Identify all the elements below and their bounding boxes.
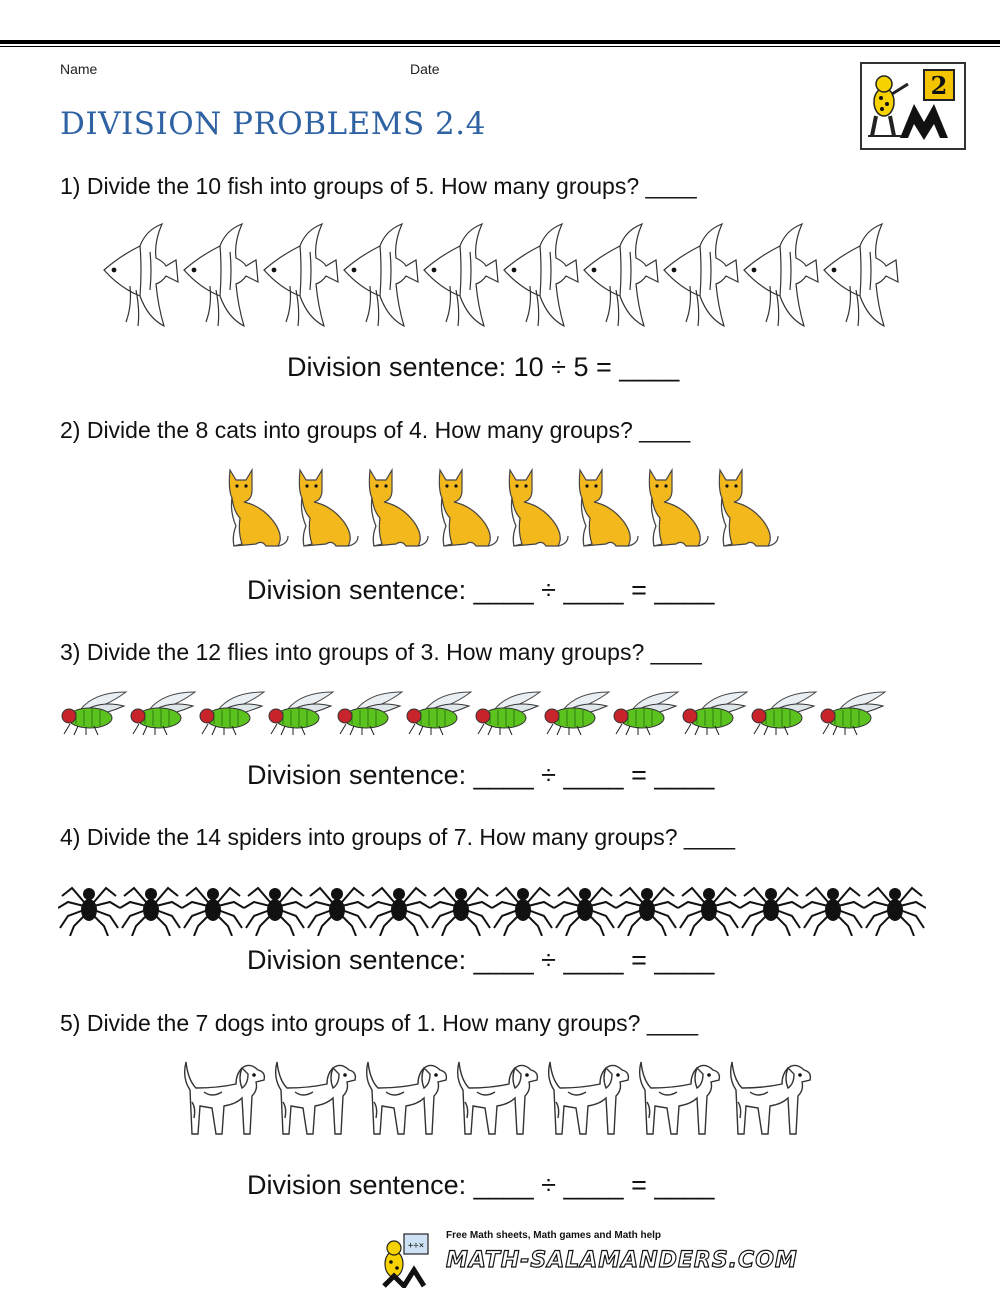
question-4: 4) Divide the 14 spiders into groups of 7. How many groups? ____ bbox=[60, 824, 736, 850]
fly-icon bbox=[750, 688, 819, 736]
division-sentence-3: Division sentence: ____ ÷ ____ = ____ bbox=[247, 760, 715, 790]
spider-icon bbox=[182, 876, 244, 936]
spider-icon bbox=[368, 876, 430, 936]
fish-icon bbox=[260, 222, 340, 330]
spider-icon bbox=[864, 876, 926, 936]
top-rule-thin bbox=[0, 46, 1000, 47]
division-sentence-2: Division sentence: ____ ÷ ____ = ____ bbox=[247, 575, 715, 605]
footer-site: MATH-SALAMANDERS.COM bbox=[446, 1248, 798, 1273]
footer-brand bbox=[378, 1230, 798, 1288]
dog-icon bbox=[633, 1058, 724, 1142]
cat-icon bbox=[642, 466, 712, 550]
logo bbox=[860, 62, 966, 150]
fish-icon bbox=[100, 222, 180, 330]
fish-icon bbox=[660, 222, 740, 330]
fly-icon bbox=[543, 688, 612, 736]
fish-icon bbox=[740, 222, 820, 330]
name-label: Name bbox=[60, 61, 98, 77]
fish-row bbox=[100, 222, 900, 330]
dog-icon bbox=[178, 1058, 269, 1142]
fly-icon bbox=[129, 688, 198, 736]
top-rule bbox=[0, 40, 1000, 44]
fly-icon bbox=[336, 688, 405, 736]
fly-icon bbox=[60, 688, 129, 736]
cat-icon bbox=[712, 466, 782, 550]
fish-icon bbox=[420, 222, 500, 330]
fish-icon bbox=[180, 222, 260, 330]
cat-icon bbox=[292, 466, 362, 550]
fly-icon bbox=[405, 688, 474, 736]
logo-digit: 2 bbox=[930, 71, 948, 100]
spider-icon bbox=[616, 876, 678, 936]
fish-icon bbox=[340, 222, 420, 330]
spider-icon bbox=[554, 876, 616, 936]
spider-icon bbox=[120, 876, 182, 936]
division-sentence-1: Division sentence: 10 ÷ 5 = ____ bbox=[287, 352, 680, 382]
spider-icon bbox=[430, 876, 492, 936]
fish-icon bbox=[820, 222, 900, 330]
fish-icon bbox=[500, 222, 580, 330]
dog-icon bbox=[360, 1058, 451, 1142]
dog-icon bbox=[724, 1058, 815, 1142]
fly-icon bbox=[612, 688, 681, 736]
cat-row bbox=[222, 466, 782, 550]
spider-icon bbox=[306, 876, 368, 936]
page-title: DIVISION PROBLEMS 2.4 bbox=[60, 106, 486, 142]
question-1: 1) Divide the 10 fish into groups of 5. How many groups? ____ bbox=[60, 173, 697, 199]
spider-icon bbox=[492, 876, 554, 936]
question-2: 2) Divide the 8 cats into groups of 4. How many groups? ____ bbox=[60, 417, 691, 443]
fly-icon bbox=[267, 688, 336, 736]
dog-row bbox=[178, 1058, 815, 1142]
spider-icon bbox=[244, 876, 306, 936]
spider-icon bbox=[740, 876, 802, 936]
fly-icon bbox=[198, 688, 267, 736]
dog-icon bbox=[542, 1058, 633, 1142]
fly-icon bbox=[474, 688, 543, 736]
spider-icon bbox=[678, 876, 740, 936]
spider-icon bbox=[58, 876, 120, 936]
salamander-icon bbox=[378, 1230, 442, 1288]
svg-text:+÷×: +÷× bbox=[407, 1241, 425, 1251]
division-sentence-5: Division sentence: ____ ÷ ____ = ____ bbox=[247, 1170, 715, 1200]
dog-icon bbox=[451, 1058, 542, 1142]
date-label: Date bbox=[410, 61, 440, 77]
spider-row bbox=[58, 876, 926, 936]
question-5: 5) Divide the 7 dogs into groups of 1. How many groups? ____ bbox=[60, 1010, 698, 1036]
fly-icon bbox=[681, 688, 750, 736]
fly-icon bbox=[819, 688, 888, 736]
cat-icon bbox=[502, 466, 572, 550]
spider-icon bbox=[802, 876, 864, 936]
footer-tagline: Free Math sheets, Math games and Math help bbox=[446, 1230, 662, 1241]
division-sentence-4: Division sentence: ____ ÷ ____ = ____ bbox=[247, 945, 715, 975]
fish-icon bbox=[580, 222, 660, 330]
cat-icon bbox=[432, 466, 502, 550]
cat-icon bbox=[222, 466, 292, 550]
fly-row bbox=[60, 688, 888, 736]
question-3: 3) Divide the 12 flies into groups of 3. How many groups? ____ bbox=[60, 639, 702, 665]
cat-icon bbox=[362, 466, 432, 550]
cat-icon bbox=[572, 466, 642, 550]
dog-icon bbox=[269, 1058, 360, 1142]
